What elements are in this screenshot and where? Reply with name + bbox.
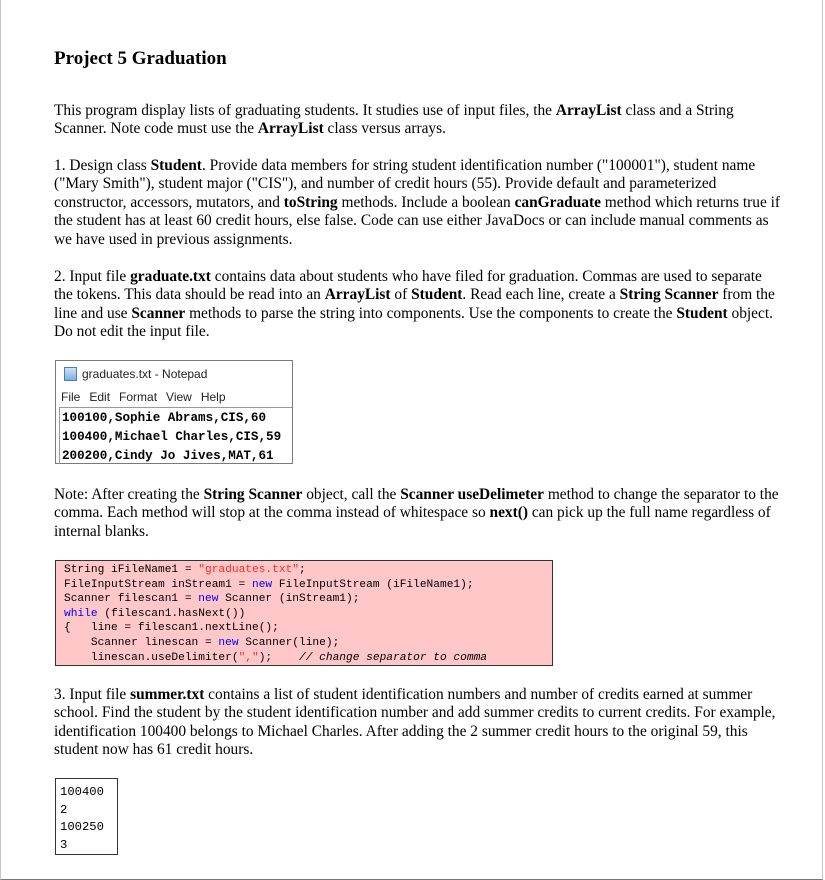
code-token: Scanner (inStream1); — [218, 593, 360, 606]
summer-line: 100250 — [60, 820, 104, 834]
summer-line: 100400 — [60, 785, 104, 799]
code-token: ); — [258, 651, 300, 664]
text-run: method which returns true if the student has at least 60 credit hours, else false. Code can use either JavaDocs or can include manual comments as we have used in previous assignments. — [54, 193, 781, 248]
code-token: new — [198, 593, 219, 606]
notepad-line: 200200,Cindy Jo Jives,MAT,61 — [62, 449, 274, 463]
notepad-title: graduates.txt - Notepad — [82, 367, 208, 381]
code-token: String iFileName1 = — [64, 564, 199, 576]
notepad-text-area — [59, 407, 292, 464]
text-run: 3. Input file — [54, 686, 131, 703]
text-run: from the line and use — [54, 286, 775, 322]
code-token: new — [251, 578, 273, 591]
text-run: Student — [150, 157, 202, 174]
code-line — [64, 592, 552, 607]
text-run: . Read each line, create a — [462, 286, 620, 304]
text-run: toString — [283, 193, 338, 211]
code-token: new — [218, 636, 239, 649]
summer-line: 2 — [60, 802, 68, 817]
item-3-paragraph — [54, 686, 782, 760]
notepad-icon — [64, 367, 77, 381]
notepad-window-image — [55, 360, 293, 464]
code-snippet — [55, 560, 553, 666]
text-run: of — [390, 286, 412, 304]
item-1-paragraph — [54, 157, 782, 249]
code-token: FileInputStream (iFileName1); — [272, 578, 474, 591]
code-token: Scanner linescan = — [64, 636, 219, 649]
text-run: ArrayList — [257, 120, 324, 138]
item-2-paragraph — [54, 268, 782, 342]
text-run: methods to parse the string into components. Use the components to create the — [185, 304, 677, 322]
summer-file-image — [55, 778, 118, 855]
text-run: String Scanner — [619, 286, 719, 304]
code-token: "graduates.txt" — [198, 564, 299, 576]
text-run: can pick up the full name regardless of internal blanks. — [54, 504, 771, 540]
code-line — [64, 578, 552, 593]
text-run: Note: After creating the — [54, 486, 204, 503]
code-token: linescan.useDelimiter( — [64, 651, 239, 664]
intro-paragraph — [54, 102, 782, 139]
notepad-menu-format: Format — [119, 390, 158, 404]
text-run: class and a String Scanner. Note code must use the — [54, 102, 734, 138]
notepad-line: 100400,Michael Charles,CIS,59 — [62, 430, 282, 444]
notepad-menu-view: View — [166, 390, 192, 404]
text-run: 1. Design class — [54, 157, 151, 174]
code-token: while — [64, 607, 98, 620]
text-run: graduate.txt — [130, 268, 211, 285]
text-run: object. Do not edit the input file. — [54, 304, 773, 341]
notepad-menu-help: Help — [200, 390, 226, 404]
code-line — [64, 621, 552, 636]
code-token: // change separator to comma — [299, 651, 487, 664]
notepad-menu-edit: Edit — [89, 390, 111, 404]
text-run: object, call the — [302, 486, 401, 503]
code-token: "," — [238, 651, 259, 664]
code-token: { line = filescan1.nextLine(); — [64, 622, 279, 635]
notepad-titlebar — [56, 361, 292, 387]
text-run: summer.txt — [130, 686, 205, 703]
notepad-menu-file: File — [61, 390, 81, 404]
code-token: (filescan1.hasNext()) — [97, 607, 246, 620]
text-run: methods. Include a boolean — [337, 193, 515, 211]
text-run: 2. Input file — [54, 268, 131, 285]
code-line — [64, 563, 552, 578]
code-line — [64, 636, 552, 651]
text-run: Scanner — [131, 304, 186, 322]
page-title: Project 5 Graduation — [54, 48, 227, 69]
text-run: Student — [411, 286, 463, 304]
code-token: Scanner filescan1 = — [64, 593, 199, 606]
text-run: ArrayList — [555, 102, 622, 119]
text-run: canGraduate — [514, 193, 601, 211]
text-run: . Provide data members for string student identification number ("100001"), student name ("Mary Smith"), student major ("CIS"), and number of credit hours (55). Provide default and parameterized constructor, accessors, mutators, and — [54, 157, 756, 211]
code-token: FileInputStream inStream1 = — [64, 578, 252, 591]
text-run: Student — [676, 304, 728, 322]
text-run: contains data about students who have filed for graduation. Commas are used to separate the tokens. This data should be read into an — [54, 268, 762, 304]
text-run: String Scanner — [203, 486, 303, 503]
code-token: ; — [299, 564, 306, 576]
text-run: next() — [489, 504, 528, 522]
code-line — [64, 651, 552, 666]
text-run: class versus arrays. — [323, 120, 446, 138]
code-line — [64, 607, 552, 622]
summer-line: 3 — [60, 837, 68, 852]
code-token: Scanner(line); — [238, 636, 340, 649]
text-run: This program display lists of graduating students. It studies use of input files, the — [54, 102, 556, 119]
notepad-menubar — [56, 387, 292, 407]
note-paragraph — [54, 486, 782, 541]
text-run: method to change the separator to the comma. Each method will stop at the comma instead of whitespace so — [54, 486, 779, 522]
notepad-line: 100100,Sophie Abrams,CIS,60 — [62, 411, 267, 425]
text-run: Scanner useDelimeter — [400, 486, 544, 503]
text-run: contains a list of student identification numbers and number of credits earned at summer school. Find the student by the student identification number and add summer credits to current credits. For example, identification 100400 belongs to Michael Charles. After adding the 2 summer credit hours to the original 59, this student now has 61 credit hours. — [54, 686, 776, 759]
text-run: ArrayList — [324, 286, 391, 304]
